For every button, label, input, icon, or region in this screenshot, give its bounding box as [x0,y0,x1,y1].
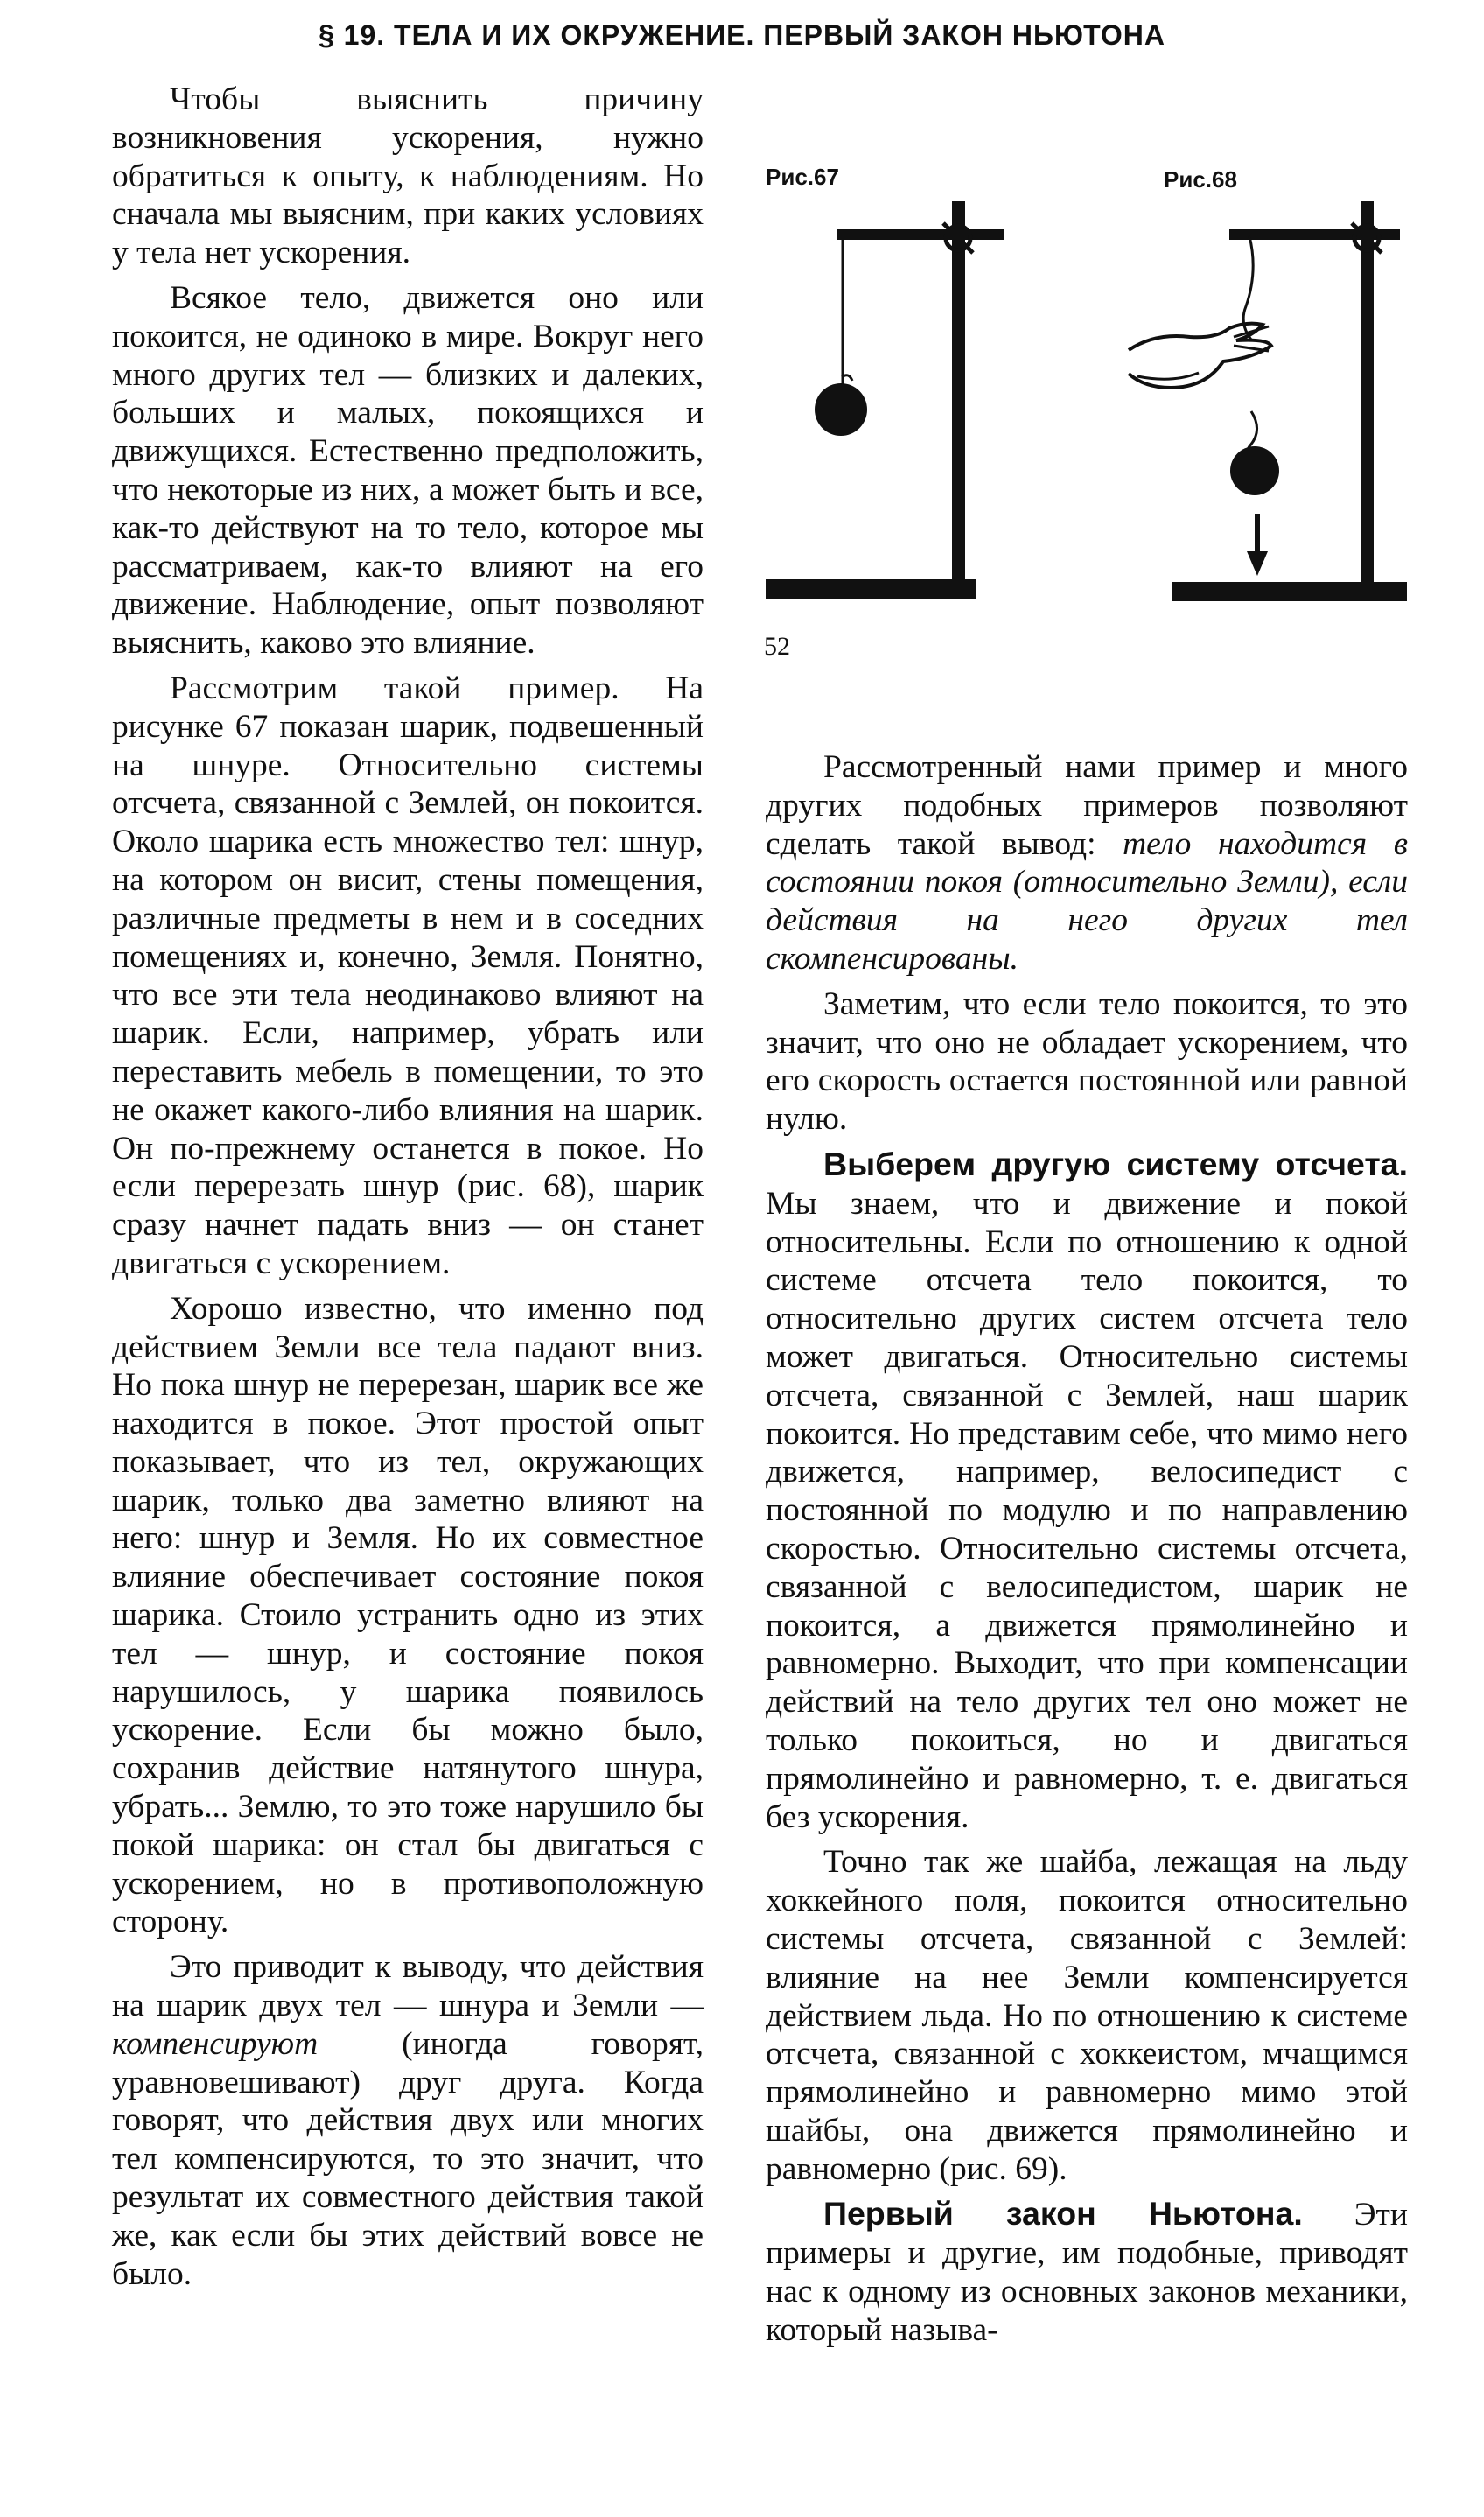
paragraph: Точно так же шайба, лежащая на льду хоккейного поля, покоится относительно системы отсчета, связанной с Землей: влияние на нее Земли компенсируется действием льда. Но по отношению к системе отсчета, связанной с хоккеистом, мчащимся прямолинейно и равномерно мимо этой шайбы, она движется прямолинейно и равномерно (рис. 69). [766,1844,1408,2187]
section-heading: § 19. ТЕЛА И ИХ ОКРУЖЕНИЕ. ПЕРВЫЙ ЗАКОН НЬЮТОНА [318,19,1166,51]
paragraph [112,1948,704,2293]
fig67-caption: Рис.67 [766,164,839,190]
paragraph: Чтобы выяснить причину возникновения ускорения, нужно обратиться к опыту, к наблюдениям. Но сначала мы выясним, при каких условиях у тела нет ускорения. [112,81,704,271]
paragraph: Всякое тело, движется оно или покоится, не одиноко в мире. Вокруг него много других тел — близких и далеких, больших и малых, покоящихся и движущихся. Естественно предположить, что некоторые из них, а может быть и все, как-то действуют на то тело, которое мы рассматриваем, как-то влияют на его движение. Наблюдение, опыт позволяют выяснить, каково это влияние. [112,279,704,662]
text-run: (иногда говорят, уравновешивают) друг друга. Когда говорят, что действия двух или многих тел компенсируются, то это значит, что результат их совместного действия такой же, как если бы этих действий вовсе не было. [112,2025,704,2292]
text-run: Эти примеры и другие, им подобные, приводят нас к одному из основных законов механики, который называ- [766,2197,1408,2348]
subsection-lead: Первый закон Ньютона. [823,2195,1303,2233]
text-run: Рассмотренный нами пример и много других подобных примеров позволяют сделать такой вывод: [766,749,1408,862]
page-number: 52 [764,632,790,661]
paragraph: Заметим, что если тело покоится, то это значит, что оно не обладает ускорением, что его скорость остается постоянной или равной нулю. [766,985,1408,1138]
emphasis-conclusion: тело находится в состоянии покоя (относительно Земли), если действия на него других тел скомпенсированы. [766,825,1409,977]
paragraph [766,1146,1408,1836]
paragraph [766,748,1408,978]
fig68-stand-drawing [1129,201,1407,601]
emphasis-term: компенсируют [112,2025,318,2062]
fig68-caption: Рис.68 [1164,166,1237,193]
paragraph [766,2195,1408,2349]
text-run: Это приводит к выводу, что действия на шарик двух тел — шнура и Земли — [112,1949,704,2024]
right-column [766,748,1408,2357]
paragraph: Рассмотрим такой пример. На рисунке 67 показан шарик, подвешенный на шнуре. Относительно системы отсчета, связанной с Землей, он покоится. Около шарика есть множество тел: шнур, на котором он висит, стены помещения, различные предметы в нем и в соседних помещениях и, конечно, Земля. Понятно, что все эти тела неодинаково влияют на шарик. Если, например, убрать или переставить мебель в помещении, то это не окажет какого-либо влияния на шарик. Он по-прежнему останется в покое. Но если перерезать шнур (рис. 68), шарик сразу начнет падать вниз — он станет двигаться с ускорением. [112,670,704,1281]
fig67-stand-drawing [766,201,1004,599]
subsection-lead: Выберем другую систему отсчета. [823,1145,1408,1182]
paragraph: Хорошо известно, что именно под действием Земли все тела падают вниз. Но пока шнур не перерезан, шарик все же находится в покое. Этот простой опыт показывает, что из тел, окружающих шарик, только два заметно влияют на него: шнур и Земля. Но их совместное влияние обеспечивает состояние покоя шарика. Стоило устранить одно из этих тел — шнур, и состояние покоя нарушилось, у шарика появилось ускорение. Если бы можно было, сохранив действие натянутого шнура, убрать... Землю, то это тоже нарушило бы покой шарика: он стал бы двигаться с ускорением, но в противоположную сторону. [112,1290,704,1940]
text-run: Мы знаем, что и движение и покой относительны. Если по отношению к одной системе отсчета тело покоится, то относительно других систем отсчета тело может двигаться. Относительно системы отсчета, связанной с Землей, наш шарик покоится. Но представим себе, что мимо него движется, например, велосипедист с постоянной по модулю и по направлению скоростью. Относительно системы отсчета, связанной с велосипедистом, шарик не покоится, а движется прямолинейно и равномерно. Выходит, что при компенсации действий на тело других тел оно может не только покоиться, но и двигаться прямолинейно и равномерно, т. е. двигаться без ускорения. [766,1185,1408,1835]
left-column [112,81,704,2300]
